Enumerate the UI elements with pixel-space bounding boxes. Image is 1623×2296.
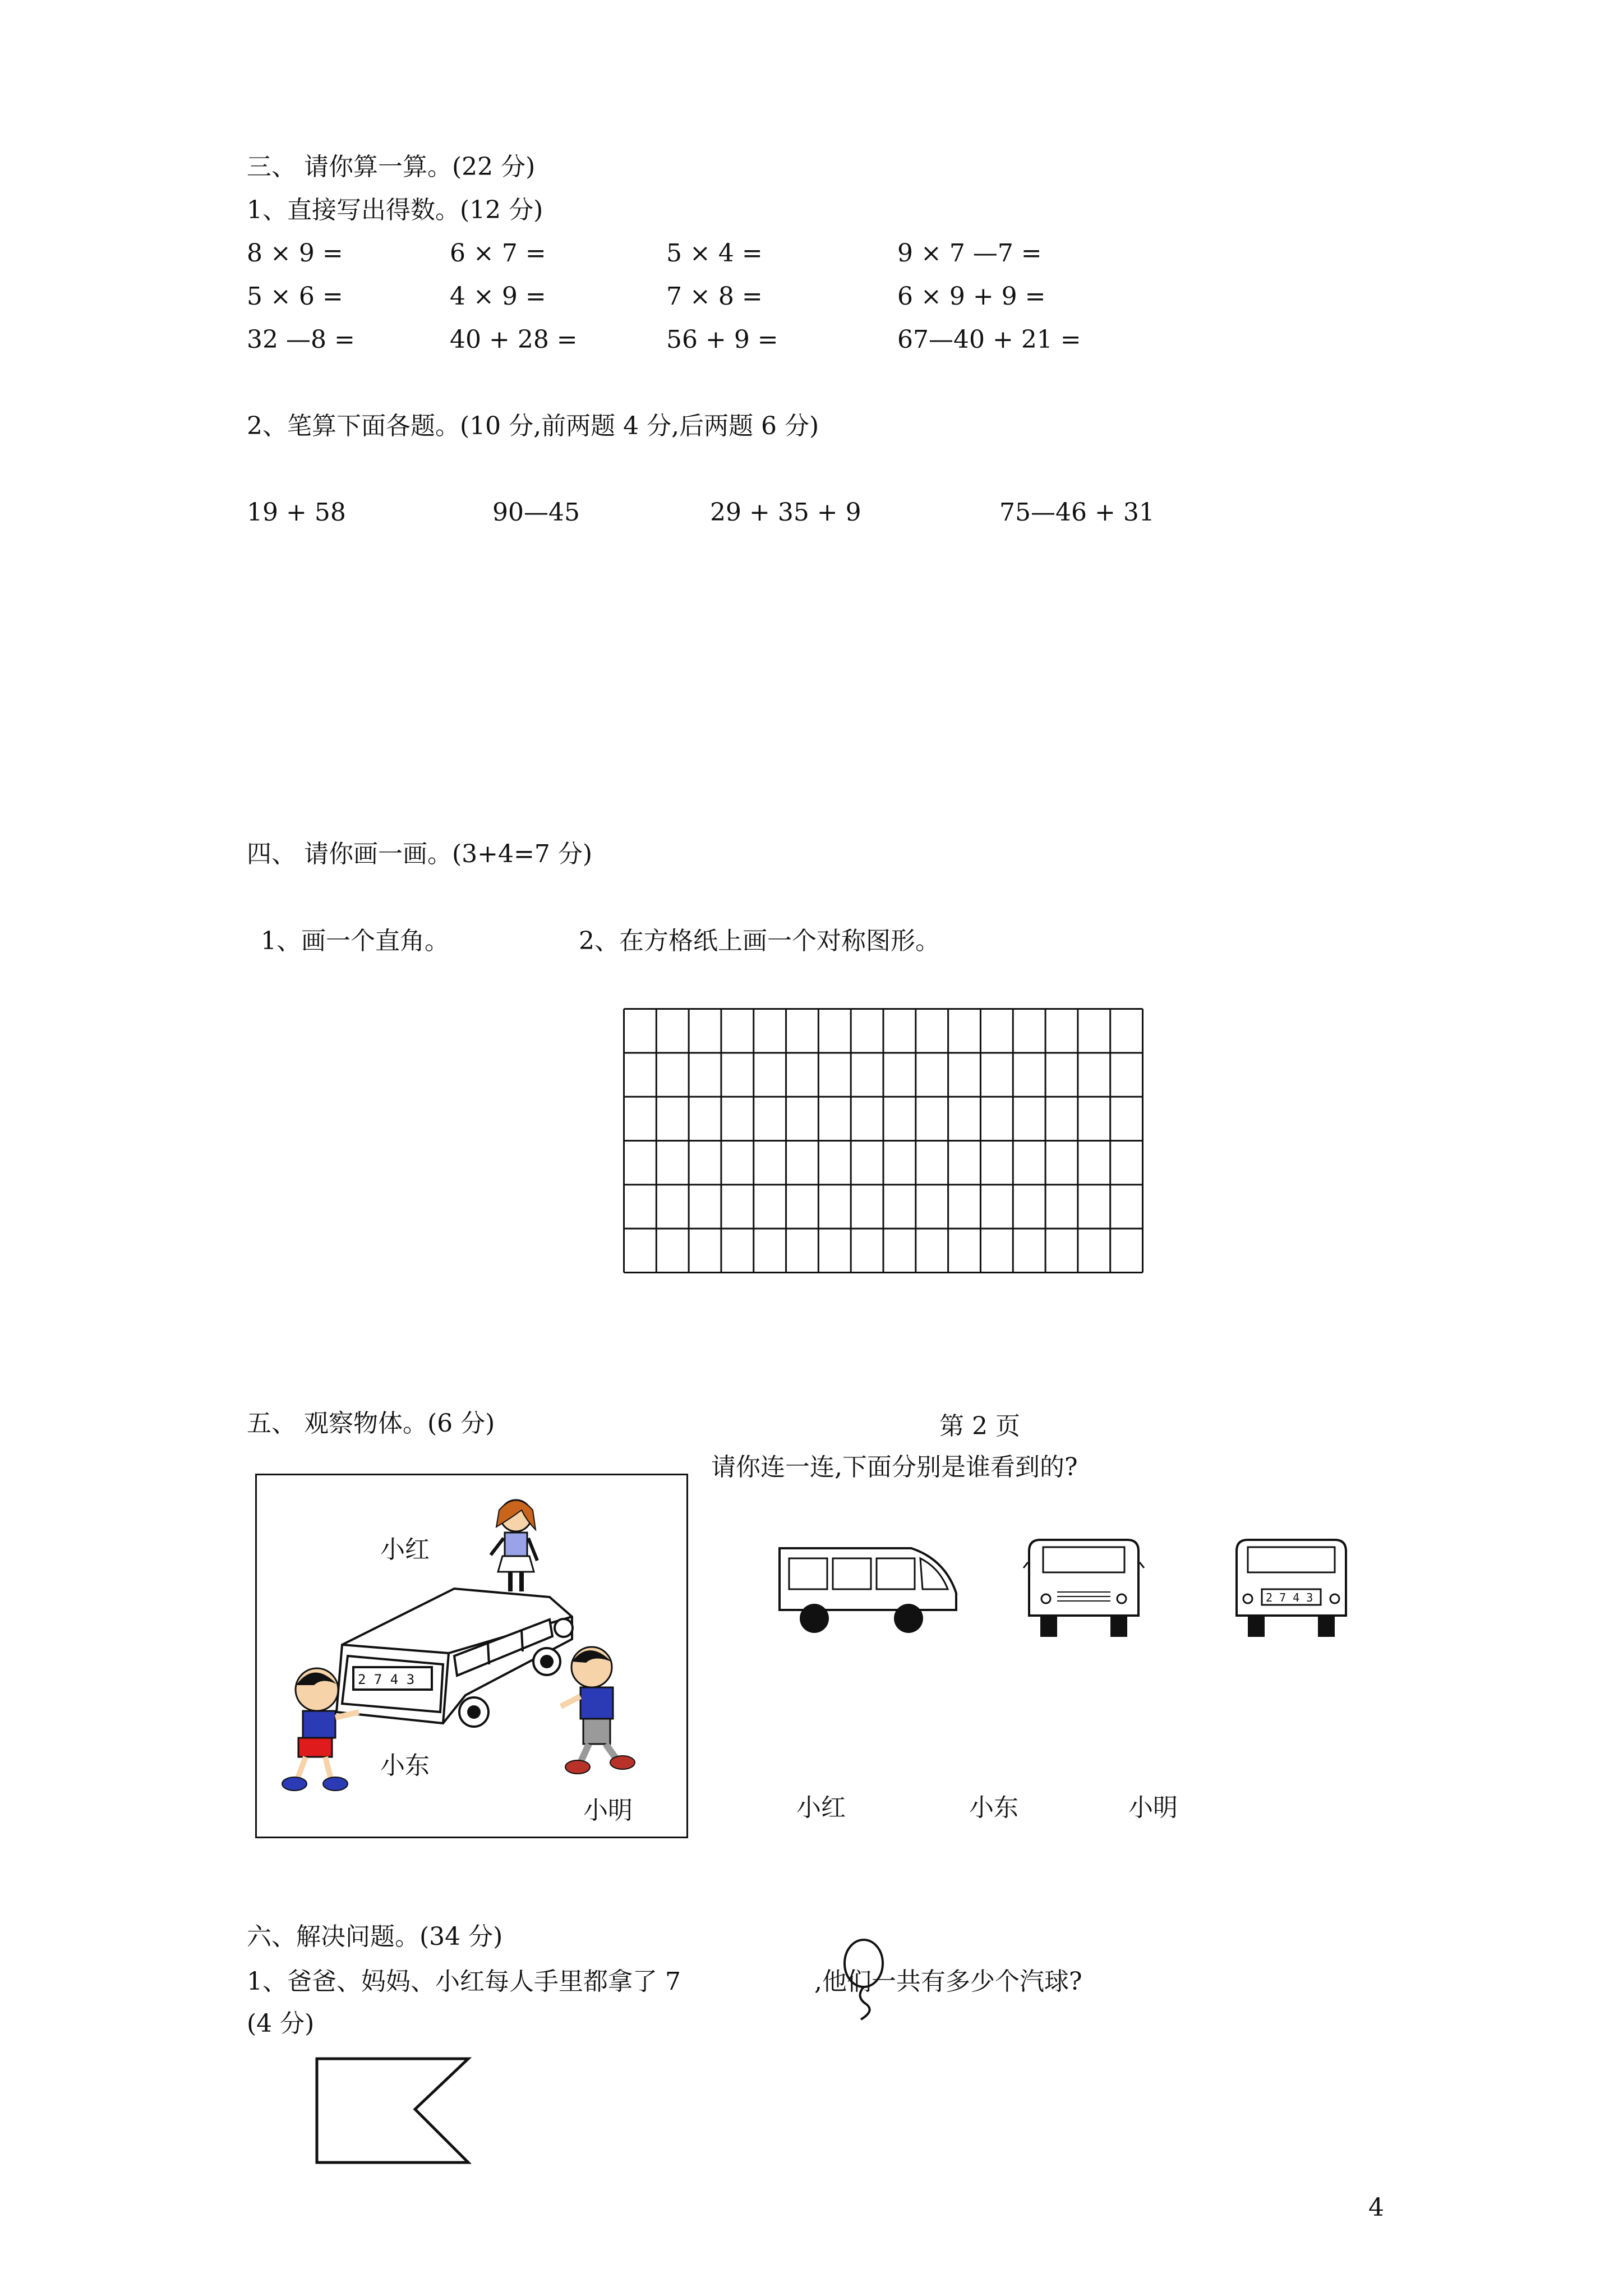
section6-heading: 六、解决问题。(34 分): [247, 1922, 503, 1951]
calc-item: 6 × 7 =: [450, 239, 546, 268]
grid-paper[interactable]: [623, 1007, 1144, 1274]
scene-label-xiaoming: 小明: [583, 1796, 633, 1825]
section5-heading: 五、 观察物体。(6 分): [247, 1409, 495, 1438]
answer-label-xiaodong: 小东: [969, 1793, 1018, 1822]
calc-item: 40 + 28 =: [450, 325, 578, 354]
car-view-back: [1231, 1537, 1360, 1644]
car-view-side: [777, 1537, 962, 1638]
calc-item: 56 + 9 =: [666, 325, 778, 354]
answer-label-xiaohong: 小红: [796, 1793, 846, 1822]
boy-xiaoming-figure: [561, 1647, 635, 1774]
section6-q1-points: (4 分): [247, 2009, 315, 2038]
calc-item: 4 × 9 =: [450, 282, 546, 311]
car-view-front: [1023, 1537, 1152, 1644]
car-scene-illustration: [258, 1476, 684, 1835]
section3-heading: 三、 请你算一算。(22 分): [247, 153, 536, 181]
section4-q2: 2、在方格纸上画一个对称图形。: [579, 927, 940, 955]
calc-item: 32 —8 =: [247, 325, 355, 354]
section5-prompt: 请你连一连,下面分别是谁看到的?: [711, 1453, 1078, 1481]
calc-item: 8 × 9 =: [247, 239, 343, 268]
section6-q1-part-a: 1、爸爸、妈妈、小红每人手里都拿了 7: [247, 1967, 681, 1996]
girl-figure: [491, 1500, 537, 1591]
calc-item: 67—40 + 21 =: [897, 325, 1081, 354]
calc-item: 7 × 8 =: [666, 282, 763, 311]
calc-item: 5 × 6 =: [247, 282, 343, 311]
section6-q1-part-b: ,他们一共有多少个汽球?: [814, 1967, 1082, 1996]
page-label: 第 2 页: [939, 1412, 1020, 1441]
calc-item: 6 × 9 + 9 =: [897, 282, 1046, 311]
answer-label-xiaoming: 小明: [1128, 1793, 1178, 1822]
written-calc-item: 75—46 + 31: [999, 498, 1155, 527]
plate-text: 2 7 4 3: [358, 1672, 415, 1687]
section4-heading: 四、 请你画一画。(3+4=7 分): [247, 840, 593, 868]
plate-text: 2 7 4 3: [1266, 1591, 1313, 1604]
written-calc-item: 19 + 58: [247, 498, 346, 527]
calc-item: 9 × 7 —7 =: [897, 239, 1042, 268]
scene-label-xiaohong: 小红: [380, 1535, 430, 1564]
page-number: 4: [1368, 2193, 1384, 2222]
written-calc-item: 90—45: [492, 498, 580, 527]
balloon-icon: [838, 1938, 889, 2022]
scene-label-xiaodong: 小东: [380, 1751, 430, 1780]
section3-q1-title: 1、直接写出得数。(12 分): [247, 196, 543, 224]
calc-item: 5 × 4 =: [666, 239, 763, 268]
section3-q2-title: 2、笔算下面各题。(10 分,前两题 4 分,后两题 6 分): [247, 412, 819, 440]
section4-q1: 1、画一个直角。: [261, 927, 449, 955]
car-figure: [336, 1589, 573, 1727]
flag-shape: [314, 2056, 471, 2168]
written-calc-item: 29 + 35 + 9: [710, 498, 861, 527]
